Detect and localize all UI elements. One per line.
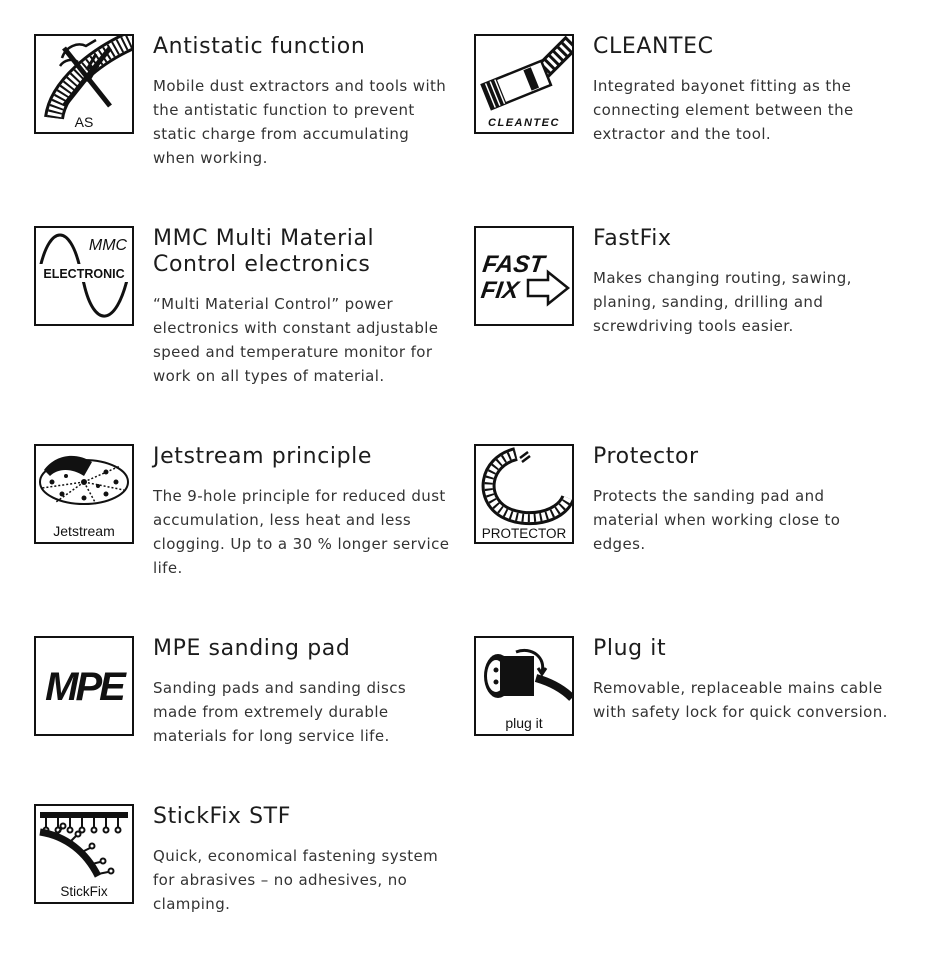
feature-description: “Multi Material Control” power electronics with constant adjustable speed and temperature monitor for work on all types of material.	[153, 295, 439, 385]
mmc-electronic-icon	[34, 226, 134, 326]
feature-description: Removable, replaceable mains cable with safety lock for quick conversion.	[593, 679, 888, 721]
feature-title: Plug it	[593, 636, 667, 661]
feature-title: CLEANTEC	[593, 34, 714, 59]
feature-description: Sanding pads and sanding discs made from extremely durable materials for long service life.	[153, 679, 407, 745]
fastfix-icon	[474, 226, 574, 326]
feature-title: Jetstream principle	[153, 444, 373, 469]
fastfix-icon-label-bottom: FIX	[479, 277, 521, 304]
feature-description: The 9-hole principle for reduced dust accumulation, less heat and less clogging. Up to a 30 % longer service life.	[153, 487, 450, 577]
feature-title: MMC Multi Material Control electronics	[153, 226, 375, 277]
plug-it-icon-label: plug it	[505, 715, 543, 731]
stickfix-icon	[34, 804, 134, 904]
feature-description: Integrated bayonet fitting as the connecting element between the extractor and the tool.	[593, 77, 854, 143]
feature-title: FastFix	[593, 226, 672, 251]
feature-description: Mobile dust extractors and tools with the antistatic function to prevent static charge from accumulating when working.	[153, 77, 447, 167]
plug-it-icon	[474, 636, 574, 736]
feature-title: MPE sanding pad	[153, 636, 351, 661]
antistatic-icon	[34, 34, 134, 134]
feature-title: Protector	[593, 444, 699, 469]
feature-title: Antistatic function	[153, 34, 366, 59]
cleantec-icon	[474, 34, 574, 134]
cleantec-icon-label: CLEANTEC	[488, 117, 560, 129]
mpe-icon-label: MPE	[45, 665, 123, 709]
antistatic-icon-label: AS	[74, 114, 94, 130]
feature-description: Makes changing routing, sawing, planing, sanding, drilling and screwdriving tools easier.	[593, 269, 852, 335]
feature-description: Quick, economical fastening system for abrasives – no adhesives, no clamping.	[153, 847, 439, 913]
feature-title: StickFix STF	[153, 804, 291, 829]
fastfix-icon-label: FAST	[480, 251, 547, 278]
stickfix-icon-label: StickFix	[60, 884, 108, 899]
mpe-icon	[34, 636, 134, 736]
mmc-icon-label-top: MMC	[88, 237, 128, 254]
feature-description: Protects the sanding pad and material when working close to edges.	[593, 487, 841, 553]
protector-icon-label: PROTECTOR	[481, 526, 567, 541]
jetstream-icon	[34, 444, 134, 544]
protector-icon	[474, 444, 574, 544]
mmc-icon-label: ELECTRONIC	[43, 267, 125, 281]
jetstream-icon-label: Jetstream	[53, 523, 115, 539]
